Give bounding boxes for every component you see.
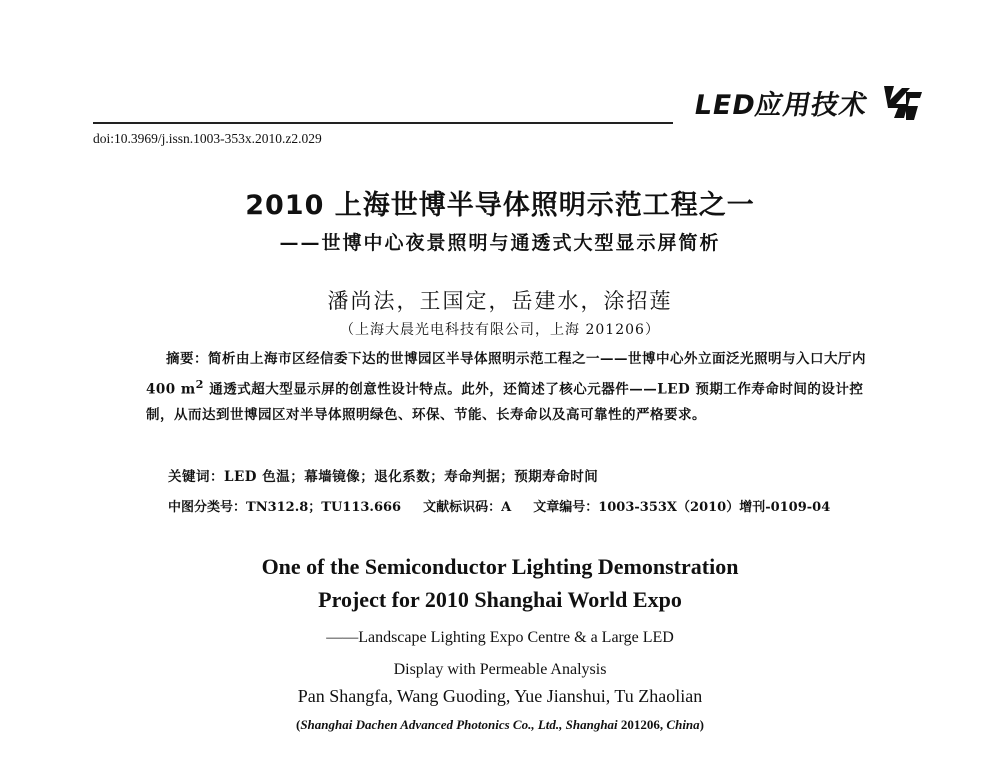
affiliation-en-open: ( [295, 717, 301, 732]
subtitle-en [0, 622, 1000, 686]
affiliation-cn: （上海大晨光电科技有限公司，上海 201206） [340, 322, 660, 338]
article-no-label: 文章编号： [533, 500, 599, 515]
affiliation-en-zip: 201206, [617, 717, 667, 732]
affiliation-en-org: Shanghai Dachen Advanced Photonics Co., Ltd., Shanghai [300, 717, 618, 732]
subtitle-en-line-2: Display with Permeable Analysis [393, 661, 607, 678]
title-en-line-1: One of the Semiconductor Lighting Demonstration [261, 554, 739, 579]
keywords [168, 465, 874, 485]
authors-cn: 潘尚法，王国定，岳建水，涂招莲 [327, 289, 673, 313]
abstract-sup: 2 [195, 377, 204, 391]
article-no-value: 1003-353X（2010）增刊-0109-04 [598, 500, 831, 515]
clc-label: 中图分类号： [168, 500, 247, 515]
journal-logo-text: LED应用技术 [691, 90, 871, 121]
abstract-text-1: 简析由上海市区经信委下达的世博园区半导体照明示范工程之一——世博中心外立面泛光照明与入口大厅内 400 m [146, 351, 866, 398]
title-en-line-2: Project for 2010 Shanghai World Expo [318, 587, 682, 612]
doi: doi:10.3969/j.issn.1003-353x.2010.z2.029 [93, 131, 322, 146]
clc-value: TN312.8；TU113.666 [246, 500, 402, 515]
authors-en: Pan Shangfa, Wang Guoding, Yue Jianshui, Tu Zhaolian [297, 686, 703, 706]
classification [168, 496, 888, 515]
journal-logo [691, 80, 924, 122]
header-rule [93, 122, 673, 124]
affiliation-en-close: ) [699, 717, 705, 732]
doc-code-value: A [501, 500, 512, 515]
affiliation-en-country: China [666, 717, 700, 732]
keywords-label: 关键词： [168, 469, 224, 485]
title-cn: 2010 上海世博半导体照明示范工程之一 [245, 190, 755, 221]
journal-emblem-icon [880, 82, 924, 122]
subtitle-cn: ——世博中心夜景照明与通透式大型显示屏简析 [279, 232, 721, 254]
abstract-label: 摘要： [166, 351, 208, 367]
subtitle-en-line-1: ——Landscape Lighting Expo Centre & a Large LED [326, 629, 674, 646]
abstract [146, 347, 874, 428]
keywords-text: LED 色温；幕墙镜像；退化系数；寿命判据；预期寿命时间 [224, 469, 599, 485]
title-en [0, 550, 1000, 616]
doc-code-label: 文献标识码： [423, 500, 502, 515]
abstract-text-2: 通透式超大型显示屏的创意性设计特点。此外，还简述了核心元器件——LED 预期工作寿命时间的设计控制，从而达到世博园区对半导体照明绿色、环保、节能、长寿命以及高可靠性的严格要求。 [146, 381, 864, 423]
affiliation-en [0, 717, 1000, 733]
